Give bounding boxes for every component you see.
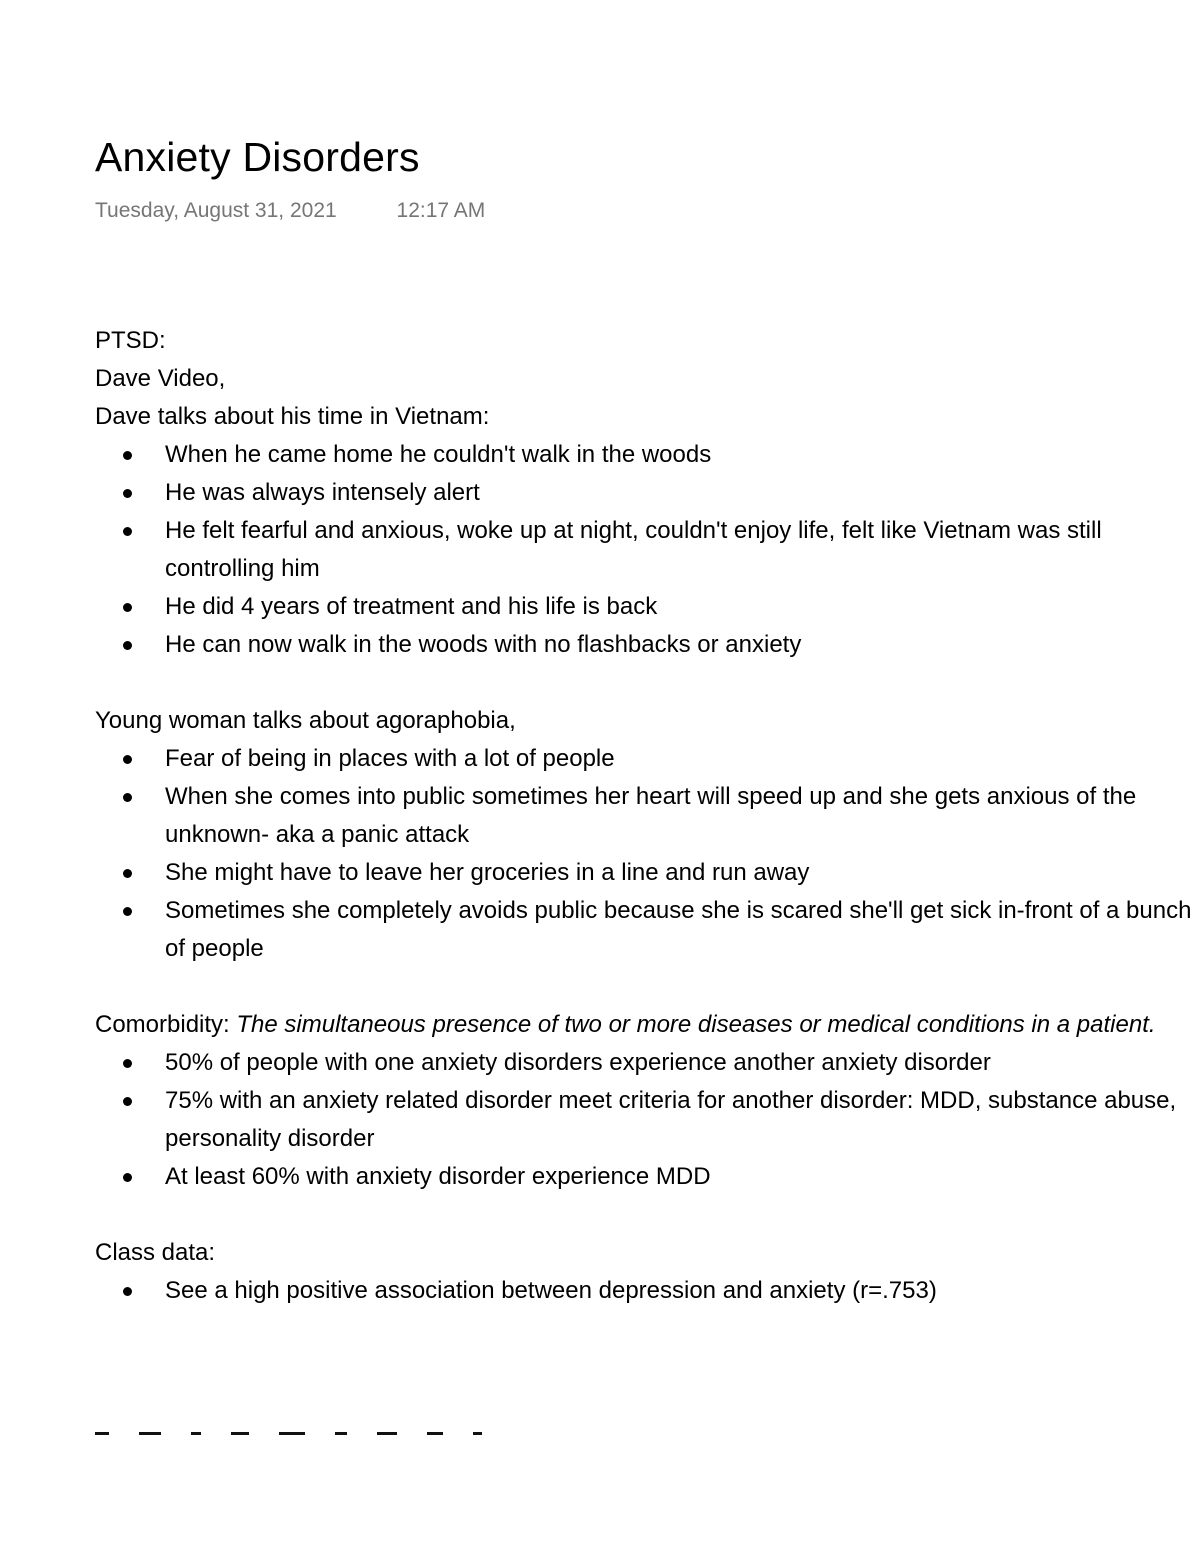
bullet-icon: [123, 907, 132, 916]
list-item: [95, 854, 1195, 892]
bullet-icon: [123, 1173, 132, 1182]
bullet-icon: [123, 869, 132, 878]
comorbidity-definition: The simultaneous presence of two or more diseases or medical conditions in a patient.: [236, 1011, 1156, 1038]
agoraphobia-intro: Young woman talks about agoraphobia,: [95, 707, 516, 734]
comorbidity-bullet-list: [95, 1044, 1195, 1196]
bullet-icon: [123, 1097, 132, 1106]
comorbidity-label: Comorbidity:: [95, 1011, 237, 1038]
list-item: [95, 1044, 1195, 1082]
spacer: [95, 664, 1195, 702]
list-item-text: See a high positive association between depression and anxiety (r=.753): [165, 1277, 937, 1304]
list-item-text: At least 60% with anxiety disorder experience MDD: [165, 1163, 711, 1190]
ptsd-heading: PTSD:: [95, 327, 166, 354]
note-page: [95, 130, 1195, 1310]
bullet-icon: [123, 755, 132, 764]
list-item: [95, 892, 1195, 968]
comorbidity-paragraph: [95, 1006, 1195, 1044]
list-item-text: He did 4 years of treatment and his life is back: [165, 593, 658, 620]
bullet-icon: [123, 451, 132, 460]
list-item: [95, 512, 1195, 588]
list-item: [95, 1082, 1195, 1158]
list-item-text: When she comes into public sometimes her heart will speed up and she gets anxious of the unknown- aka a panic attack: [165, 783, 1137, 848]
note-timestamp: [95, 196, 1195, 226]
list-item-text: Sometimes she completely avoids public because she is scared she'll get sick in-front of a bunch of people: [165, 897, 1192, 962]
list-item: [95, 1158, 1195, 1196]
list-item-text: When he came home he couldn't walk in the woods: [165, 441, 712, 468]
list-item-text: Fear of being in places with a lot of people: [165, 745, 615, 772]
ptsd-video-line: Dave Video,: [95, 365, 226, 392]
spacer: [95, 1196, 1195, 1234]
list-item: [95, 474, 1195, 512]
list-item: [95, 436, 1195, 474]
list-item-text: He was always intensely alert: [165, 479, 480, 506]
bullet-icon: [123, 489, 132, 498]
class-data-bullet-list: [95, 1272, 1195, 1310]
bullet-icon: [123, 1287, 132, 1296]
bullet-icon: [123, 641, 132, 650]
list-item-text: He felt fearful and anxious, woke up at night, couldn't enjoy life, felt like Vietnam was still controlling him: [165, 517, 1102, 582]
ptsd-intro-line: Dave talks about his time in Vietnam:: [95, 403, 490, 430]
list-item: [95, 1272, 1195, 1310]
note-body: [95, 322, 1195, 1310]
note-time: 12:17 AM: [396, 199, 486, 222]
bullet-icon: [123, 1059, 132, 1068]
cut-off-text-line: [95, 1432, 735, 1440]
class-data-heading: Class data:: [95, 1239, 216, 1266]
page-title: Anxiety Disorders: [95, 134, 420, 180]
list-item-text: 50% of people with one anxiety disorders experience another anxiety disorder: [165, 1049, 991, 1076]
note-date: Tuesday, August 31, 2021: [95, 199, 337, 222]
list-item: [95, 740, 1195, 778]
list-item: [95, 588, 1195, 626]
bullet-icon: [123, 603, 132, 612]
list-item-text: He can now walk in the woods with no flashbacks or anxiety: [165, 631, 802, 658]
ptsd-bullet-list: [95, 436, 1195, 664]
list-item: [95, 626, 1195, 664]
list-item-text: She might have to leave her groceries in a line and run away: [165, 859, 810, 886]
agoraphobia-bullet-list: [95, 740, 1195, 968]
bullet-icon: [123, 793, 132, 802]
bullet-icon: [123, 527, 132, 536]
list-item: [95, 778, 1195, 854]
list-item-text: 75% with an anxiety related disorder meet criteria for another disorder: MDD, substance abuse, personality disorder: [165, 1087, 1177, 1152]
spacer: [95, 968, 1195, 1006]
